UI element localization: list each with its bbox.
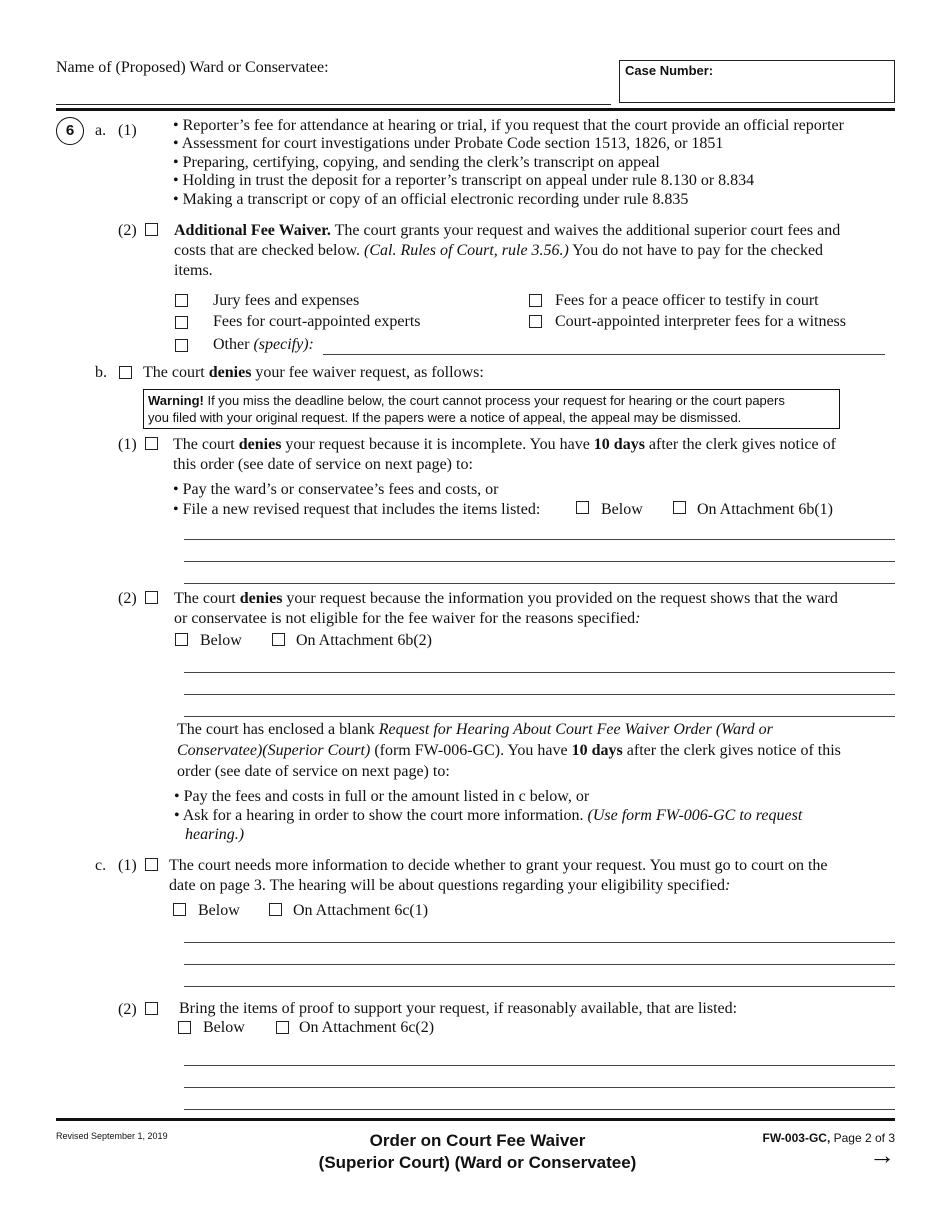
b1-attachment-label: On Attachment 6b(1) <box>697 501 833 518</box>
item-c-label: c. <box>95 857 107 874</box>
warning-box: Warning! If you miss the deadline below, the court cannot process your request for hearing or the court papers you filed with your original request. If the papers were a notice of appeal, the appeal may be dismissed. <box>143 389 840 429</box>
jury-fees-label: Jury fees and expenses <box>213 292 360 309</box>
c2-below-checkbox[interactable] <box>178 1021 191 1034</box>
incomplete-request-text-2: this order (see date of service on next page) to: <box>173 456 473 473</box>
ward-name-line[interactable] <box>56 104 611 105</box>
more-info-checkbox[interactable] <box>145 858 158 871</box>
footer-rule <box>56 1118 895 1121</box>
item-c2-label: (2) <box>118 1001 137 1018</box>
not-eligible-checkbox[interactable] <box>145 591 158 604</box>
denies-text: The court denies your fee waiver request, as follows: <box>143 364 484 381</box>
other-fees-specify-line[interactable] <box>323 354 885 355</box>
not-eligible-text-2: or conservatee is not eligible for the fee waiver for the reasons specified: <box>174 610 641 627</box>
c1-below-checkbox[interactable] <box>173 903 186 916</box>
experts-fees-checkbox[interactable] <box>175 316 188 329</box>
denies-checkbox[interactable] <box>119 366 132 379</box>
c2-attachment-checkbox[interactable] <box>276 1021 289 1034</box>
additional-fee-waiver-text-2: costs that are checked below. (Cal. Rules of Court, rule 3.56.) You do not have to pay for the checked <box>174 242 824 259</box>
enclosed-form-text-3: order (see date of service on next page) to: <box>177 763 450 780</box>
form-title: Order on Court Fee Waiver (Superior Court) (Ward or Conservatee) <box>318 1131 637 1172</box>
a1-bullet-electronic-recording: • Making a transcript or copy of an official electronic recording under rule 8.835 <box>173 191 689 208</box>
b2-below-label: Below <box>200 632 242 649</box>
header-rule <box>56 108 895 111</box>
b1-below-checkbox[interactable] <box>576 501 589 514</box>
item-a2-label: (2) <box>118 222 137 239</box>
c1-attachment-checkbox[interactable] <box>269 903 282 916</box>
proof-items-text: Bring the items of proof to support your request, if reasonably available, that are listed: <box>179 1000 738 1017</box>
item-b2-label: (2) <box>118 590 137 607</box>
c2-answer-line-2[interactable] <box>184 1087 895 1088</box>
peace-officer-fees-label: Fees for a peace officer to testify in court <box>555 292 819 309</box>
enclosed-bullet-hearing: • Ask for a hearing in order to show the court more information. (Use form FW-006-GC to request <box>174 807 803 824</box>
c2-answer-line-3[interactable] <box>184 1109 895 1110</box>
b1-answer-line-1[interactable] <box>184 539 895 540</box>
incomplete-request-checkbox[interactable] <box>145 437 158 450</box>
b2-answer-line-3[interactable] <box>184 716 895 717</box>
c1-below-label: Below <box>198 902 240 919</box>
b1-answer-line-2[interactable] <box>184 561 895 562</box>
other-fees-label: Other (specify): <box>213 336 314 353</box>
b1-bullet-file-revised: • File a new revised request that includes the items listed: <box>173 501 541 518</box>
b1-below-label: Below <box>601 501 643 518</box>
ward-name-label: Name of (Proposed) Ward or Conservatee: <box>56 59 329 76</box>
item-a-label: a. <box>95 122 107 139</box>
b2-attachment-label: On Attachment 6b(2) <box>296 632 432 649</box>
next-page-arrow-icon[interactable]: → <box>869 1140 895 1170</box>
additional-fee-waiver-checkbox[interactable] <box>145 223 158 236</box>
c2-answer-line-1[interactable] <box>184 1065 895 1066</box>
c1-answer-line-1[interactable] <box>184 942 895 943</box>
c1-answer-line-2[interactable] <box>184 964 895 965</box>
item-b1-label: (1) <box>118 436 137 453</box>
incomplete-request-text: The court denies your request because it is incomplete. You have 10 days after the clerk gives notice of <box>173 436 836 453</box>
b2-answer-line-2[interactable] <box>184 694 895 695</box>
a1-bullet-deposit: • Holding in trust the deposit for a reporter’s transcript on appeal under rule 8.130 or 8.834 <box>173 172 755 189</box>
a1-bullet-reporter-fee: • Reporter’s fee for attendance at hearing or trial, if you request that the court provide an official reporter <box>173 117 844 134</box>
enclosed-form-text-2: Conservatee)(Superior Court) (form FW-006-GC). You have 10 days after the clerk gives notice of this <box>177 742 841 759</box>
item-b-label: b. <box>95 364 107 381</box>
item-c1-label: (1) <box>118 857 137 874</box>
experts-fees-label: Fees for court-appointed experts <box>213 313 421 330</box>
b1-answer-line-3[interactable] <box>184 583 895 584</box>
c1-attachment-label: On Attachment 6c(1) <box>293 902 429 919</box>
more-info-text-2: date on page 3. The hearing will be about questions regarding your eligibility specified: <box>169 877 731 894</box>
enclosed-bullet-hearing-2: hearing.) <box>185 826 245 843</box>
item-a1-label: (1) <box>118 122 137 139</box>
c1-answer-line-3[interactable] <box>184 986 895 987</box>
b2-below-checkbox[interactable] <box>175 633 188 646</box>
case-number-label: Case Number: <box>625 63 714 78</box>
b2-answer-line-1[interactable] <box>184 672 895 673</box>
b1-attachment-checkbox[interactable] <box>673 501 686 514</box>
proof-items-checkbox[interactable] <box>145 1002 158 1015</box>
more-info-text: The court needs more information to decide whether to grant your request. You must go to court on the <box>169 857 828 874</box>
c2-below-label: Below <box>203 1019 245 1036</box>
revised-date: Revised September 1, 2019 <box>56 1131 168 1141</box>
item-6-number: 6 <box>56 117 84 145</box>
b2-attachment-checkbox[interactable] <box>272 633 285 646</box>
c2-attachment-label: On Attachment 6c(2) <box>299 1019 435 1036</box>
case-number-box[interactable] <box>619 60 895 103</box>
peace-officer-fees-checkbox[interactable] <box>529 294 542 307</box>
a1-bullet-assessment: • Assessment for court investigations under Probate Code section 1513, 1826, or 1851 <box>173 135 724 152</box>
not-eligible-text: The court denies your request because the information you provided on the request shows that the ward <box>174 590 838 607</box>
a1-bullet-transcript: • Preparing, certifying, copying, and sending the clerk’s transcript on appeal <box>173 154 660 171</box>
additional-fee-waiver-text-3: items. <box>174 262 213 279</box>
additional-fee-waiver-text: Additional Fee Waiver. The court grants your request and waives the additional superior court fees and <box>174 222 841 239</box>
enclosed-bullet-pay: • Pay the fees and costs in full or the amount listed in c below, or <box>174 788 590 805</box>
b1-bullet-pay: • Pay the ward’s or conservatee’s fees and costs, or <box>173 481 499 498</box>
enclosed-form-text: The court has enclosed a blank Request for Hearing About Court Fee Waiver Order (Ward or <box>177 721 773 738</box>
form-id-page: FW-003-GC, Page 2 of 3 <box>762 1131 895 1145</box>
interpreter-fees-checkbox[interactable] <box>529 315 542 328</box>
jury-fees-checkbox[interactable] <box>175 294 188 307</box>
other-fees-checkbox[interactable] <box>175 339 188 352</box>
interpreter-fees-label: Court-appointed interpreter fees for a witness <box>555 313 847 330</box>
